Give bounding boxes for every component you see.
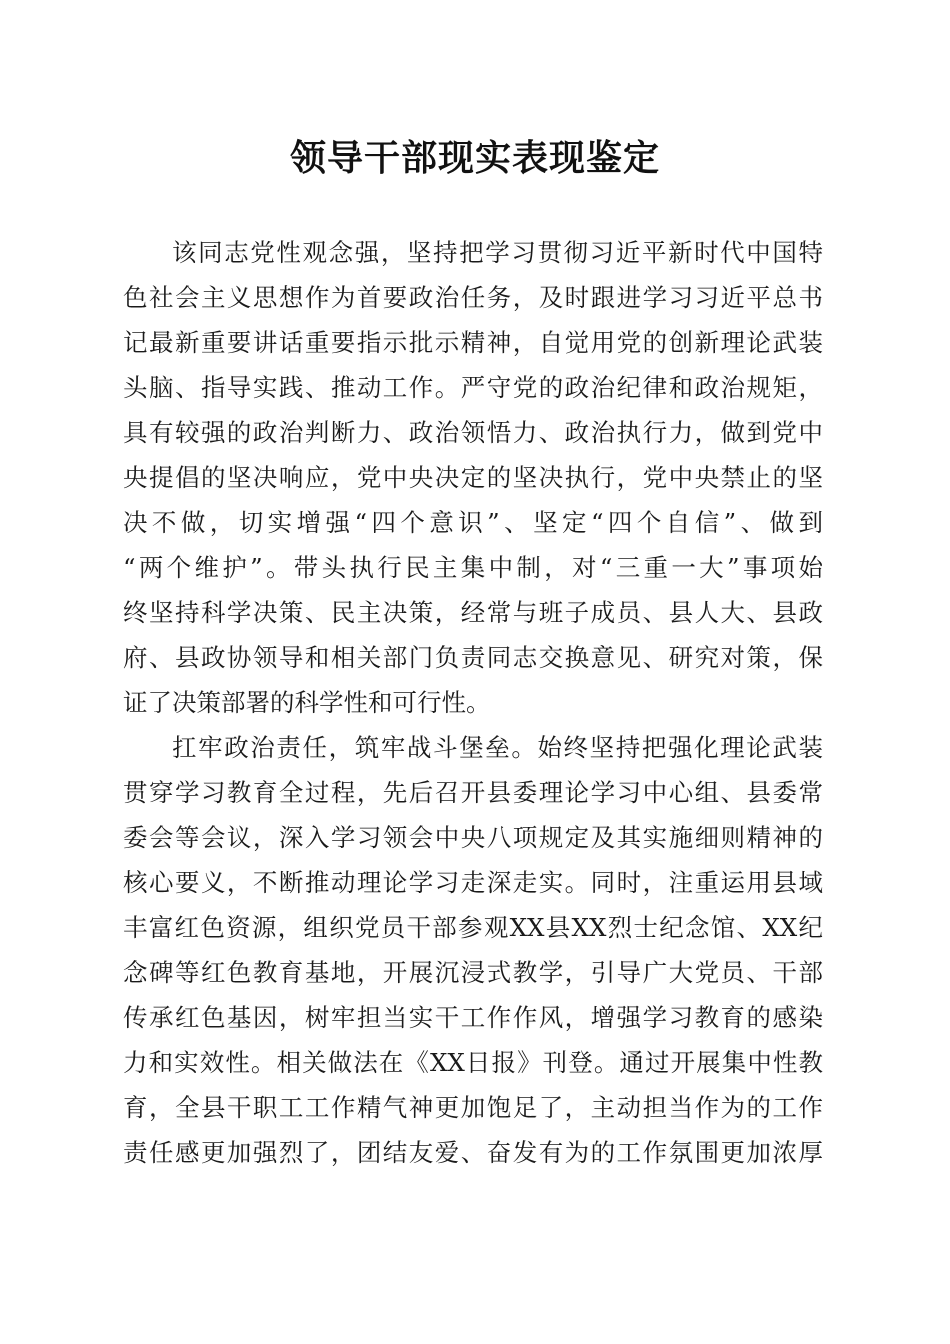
paragraph-1-line: 央提倡的坚决响应，党中央决定的坚决执行，党中央禁止的坚 [123, 463, 823, 492]
document-title: 领导干部现实表现鉴定 [289, 137, 660, 179]
paragraph-1-line: 决不做，切实增强“四个意识”、坚定“四个自信”、做到 [123, 508, 823, 537]
paragraph-2-line: 贯穿学习教育全过程，先后召开县委理论学习中心组、县委常 [123, 778, 823, 807]
paragraph-2-line: 传承红色基因，树牢担当实干工作作风，增强学习教育的感染 [123, 1003, 823, 1032]
paragraph-1-line: 记最新重要讲话重要指示批示精神，自觉用党的创新理论武装 [123, 328, 823, 357]
paragraph-2-line: 核心要义，不断推动理论学习走深走实。同时，注重运用县域 [123, 868, 823, 897]
paragraph-2-line: 委会等会议，深入学习领会中央八项规定及其实施细则精神的 [123, 823, 823, 852]
paragraph-1-line: 终坚持科学决策、民主决策，经常与班子成员、县人大、县政 [123, 598, 823, 627]
paragraph-2-line: 念碑等红色教育基地，开展沉浸式教学，引导广大党员、干部 [123, 958, 823, 987]
paragraph-2-line: 育，全县干职工工作精气神更加饱足了，主动担当作为的工作 [123, 1093, 823, 1122]
paragraph-2-line: 扛牢政治责任，筑牢战斗堡垒。始终坚持把强化理论武装 [172, 733, 823, 762]
paragraph-1-line: 具有较强的政治判断力、政治领悟力、政治执行力，做到党中 [123, 418, 823, 447]
paragraph-2-line: 丰富红色资源，组织党员干部参观XX县XX烈士纪念馆、XX纪 [123, 913, 823, 942]
paragraph-1-line: 证了决策部署的科学性和可行性。 [123, 688, 491, 717]
paragraph-1-line: 色社会主义思想作为首要政治任务，及时跟进学习习近平总书 [123, 283, 823, 312]
paragraph-2-line: 力和实效性。相关做法在《XX日报》刊登。通过开展集中性教 [123, 1048, 823, 1077]
paragraph-1-line: 该同志党性观念强，坚持把学习贯彻习近平新时代中国特 [172, 238, 823, 267]
paragraph-2-line: 责任感更加强烈了，团结友爱、奋发有为的工作氛围更加浓厚 [123, 1138, 823, 1167]
paragraph-1-line: “两个维护”。带头执行民主集中制，对“三重一大”事项始 [123, 553, 823, 582]
paragraph-1-line: 府、县政协领导和相关部门负责同志交换意见、研究对策，保 [123, 643, 823, 672]
paragraph-1-line: 头脑、指导实践、推动工作。严守党的政治纪律和政治规矩， [123, 373, 823, 402]
